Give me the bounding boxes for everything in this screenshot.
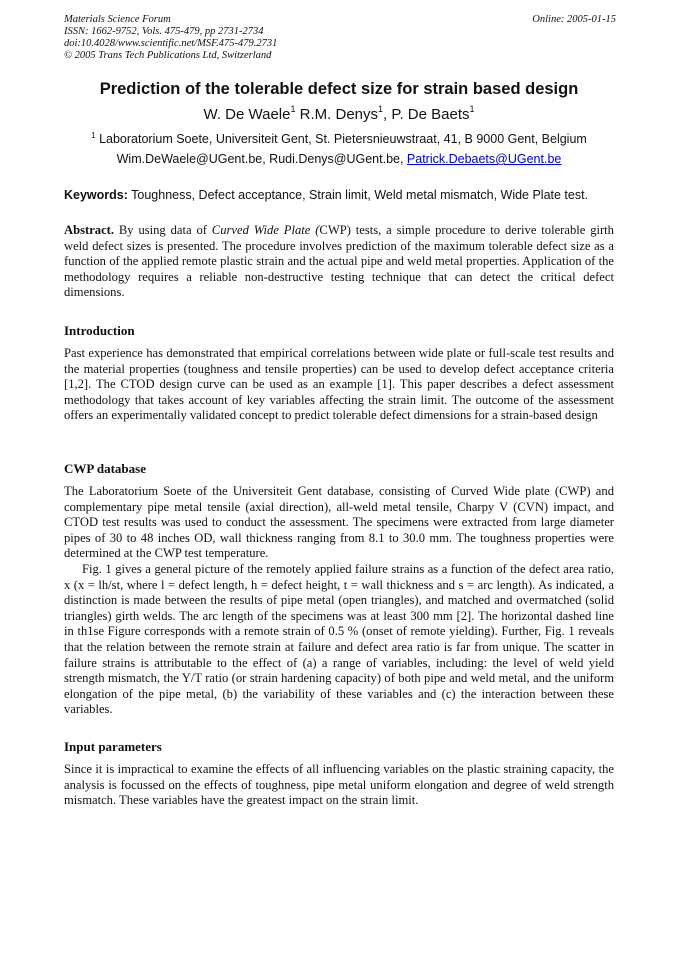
cwp-paragraph-1: The Laboratorium Soete of the Universiteit Gent database, consisting of Curved Wide plate (CWP) and complementary pipe metal tensile (axial direction), all-weld metal tensile, Charpy V (CVN) impact, and CTOD test results was used to conduct the assessment. The specimens were extracted from large diameter pipes of 30 to 48 inches OD, wall thickness ranging from 8.1 to 30.0 mm. The toughness properties were determined at the CWP test temperature. [64,484,614,561]
paper-title: Prediction of the tolerable defect size for strain based design [99,80,579,98]
keywords: Keywords: Toughness, Defect acceptance, Strain limit, Weld metal mismatch, Wide Plate test. [64,188,589,202]
email-link[interactable]: Patrick.Debaets@UGent.be [406,152,562,166]
abstract-label: Abstract. [64,223,115,237]
copyright-line: © 2005 Trans Tech Publications Ltd, Switzerland [64,50,272,61]
doi-line: doi:10.4028/www.scientific.net/MSF.475-479.2731 [64,38,278,49]
author-2: R.M. Denys [299,106,379,123]
author-1: W. De Waele [203,106,291,123]
heading-cwp-database: CWP database [64,461,146,476]
page-header [64,14,616,62]
cwp-section [64,484,614,718]
journal-name: Materials Science Forum [64,14,171,25]
online-date: Online: 2005-01-15 [532,14,616,25]
heading-introduction: Introduction [64,323,135,338]
author-emails: Wim.DeWaele@UGent.be, Rudi.Denys@UGent.be, Patrick.Debaets@UGent.be [116,152,562,166]
intro-paragraph: Past experience has demonstrated that empirical correlations between wide plate or full-scale test results and the material properties (toughness and tensile properties) can be used to develop defect acceptance criteria [1,2]. The CTOD design curve can be used as an example [1]. This paper describes a defect assessment methodology that takes account of key variables affecting the strain limit. The outcome of the assessment offers an experimentally validated concept to predict tolerable defect dimensions for a strain-based design [64,346,614,423]
issn-line: ISSN: 1662-9752, Vols. 475-479, pp 2731-2734 [64,26,264,37]
heading-input-parameters: Input parameters [64,739,162,754]
keywords-label: Keywords: [64,188,128,202]
abstract: Abstract. By using data of Curved Wide Plate (CWP) tests, a simple procedure to derive tolerable girth weld defect sizes is presented. The procedure involves prediction of the maximum tolerable defect size as a function of the applied remote plastic strain and the actual pipe and weld metal properties. Application of the methodology requires a reliable non-destructive testing technique that can detect the critical defect dimensions. [64,223,614,300]
input-paragraph: Since it is impractical to examine the effects of all influencing variables on the plastic straining capacity, the analysis is focussed on the effects of toughness, pipe metal uniform elongation and degree of weld strength mismatch. These variables have the greatest impact on the strain limit. [64,762,614,808]
author-list: W. De Waele$^1$ R.M. Denys$^1$, P. De Baets$^1$ [203,104,475,123]
author-3: P. De Baets [391,106,470,123]
affiliation: $^1$ Laboratorium Soete, Universiteit Gent, St. Pietersnieuwstraat, 41, B 9000 Gent, Belgium [91,131,587,146]
cwp-paragraph-2: Fig. 1 gives a general picture of the remotely applied failure strains as a function of the defect area ratio, x (x = lh/st, where l = defect length, h = defect height, t = wall thickness and s = arc length). As indicated, a distinction is made between the results of pipe metal (open triangles), and matched and overmatched (solid triangles) girth welds. The arc length of the specimens was at least 300 mm [2]. The horizontal dashed line in th1se Figure corresponds with a remote strain of 0.5 % (onset of remote yielding). Further, Fig. 1 reveals that the relation between the remote strain at failure and defect area ratio is far from unique. The scatter in failure strains is attributable to the effect of (a) a range of variables, including: the level of weld yield strength mismatch, the Y/T ratio (or strain hardening capacity) of both pipe and weld metal, and the uniform elongation of the pipe metal, (b) the variability of these variables and (c) the interaction between these variables. [64,561,614,717]
